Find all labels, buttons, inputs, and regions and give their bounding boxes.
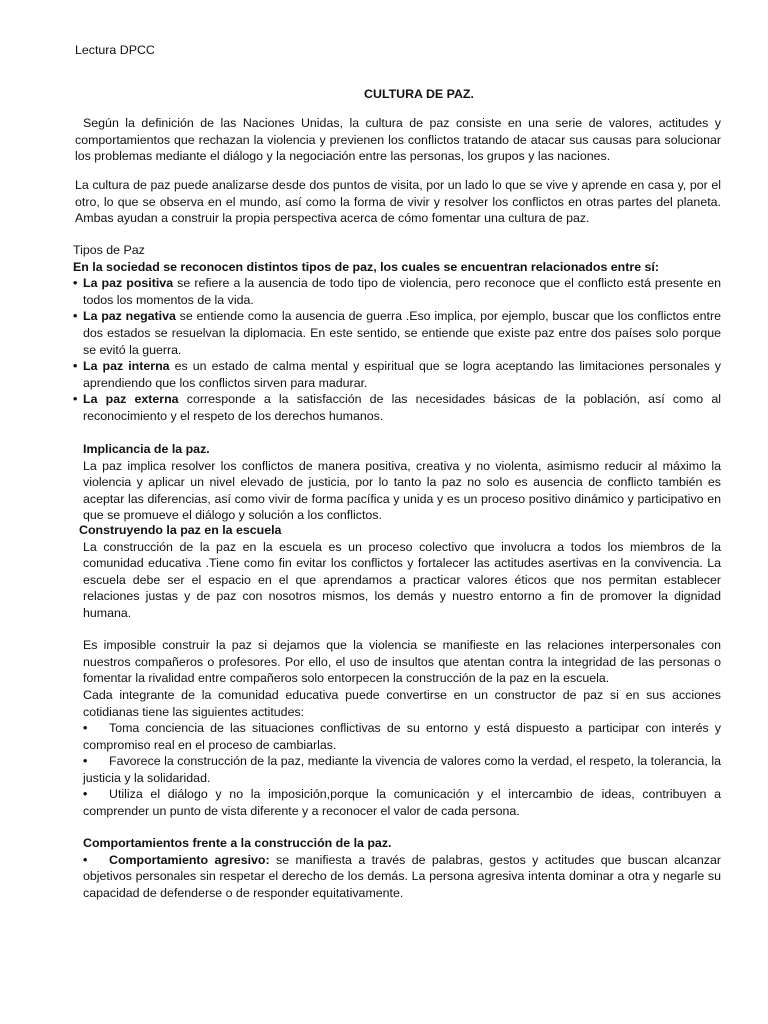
intro-paragraph-2: La cultura de paz puede analizarse desde dos puntos de visita, por un lado lo que se vive y aprende en casa y, por el otro, lo que se observa en el mundo, así como la forma de vivir y resolver los conflictos en otras partes del planeta. Ambas ayudan a construir la propia perspectiva acerca de cómo fomentar una cultura de paz.	[75, 178, 721, 226]
item-term: Comportamiento agresivo:	[109, 852, 270, 867]
tipos-lead: En la sociedad se reconocen distintos tipos de paz, los cuales se encuentran relacionados entre sí:	[73, 259, 659, 274]
list-item	[73, 308, 721, 358]
construyendo-section	[79, 522, 721, 622]
list-item	[73, 275, 721, 308]
implicancia-section	[83, 441, 721, 524]
implicancia-text: La paz implica resolver los conflictos de manera positiva, creativa y no violenta, asimismo reducir al máximo la violencia y aplicar un nivel elevado de justicia, por lo tanto la paz no solo es ausencia de conflicto también es aceptar las diferencias, así como vivir de forma pacífica y unida y es un proceso positivo dinámico y participativo en que se promueve el diálogo y solución a los conflictos.	[83, 458, 721, 523]
list-item	[73, 358, 721, 391]
item-text: se entiende como la ausencia de guerra .Eso implica, por ejemplo, buscar que los conflictos entre dos estados se resuelvan la diplomacia. En este sentido, se entiende que existe paz entre dos países solo porque se evitó la guerra.	[83, 309, 721, 357]
bullet-icon: •	[73, 276, 78, 291]
construyendo-heading: Construyendo la paz en la escuela	[79, 523, 282, 537]
bullet-icon: •	[73, 359, 78, 374]
bullet-icon: •	[83, 852, 88, 867]
implicancia-heading: Implicancia de la paz.	[83, 442, 210, 456]
item-term: La paz externa	[83, 392, 179, 407]
bullet-icon: •	[83, 754, 88, 769]
bullet-icon: •	[73, 392, 78, 407]
item-term: La paz positiva	[83, 276, 174, 291]
comportamientos-section	[83, 835, 721, 901]
comportamientos-heading: Comportamientos frente a la construcción de la paz.	[83, 836, 392, 850]
tipos-section	[73, 242, 721, 425]
document-title: CULTURA DE PAZ.	[364, 87, 474, 101]
actitudes-list	[83, 720, 721, 820]
item-text: corresponde a la satisfacción de las necesidades básicas de la población, así como al reconocimiento y el respeto de los derechos humanos.	[83, 392, 721, 423]
document-header: Lectura DPCC	[75, 43, 155, 57]
construyendo-paragraph-1: La construcción de la paz en la escuela es un proceso colectivo que involucra a todos los miembros de la comunidad educativa .Tiene como fin evitar los conflictos y fortalecer las actitudes asertivas en la convivencia. La escuela debe ser el espacio en el que aprendamos a practicar valores éticos que nos permitan establecer relaciones justas y de paz con nosotros mismos, los demás y nuestro entorno a fin de promover la dignidad humana.	[83, 539, 721, 620]
item-text: se manifiesta a través de palabras, gestos y actitudes que buscan alcanzar objetivos personales sin respetar el derecho de los demás. La persona agresiva intenta dominar a otra y negarle su capacidad de defenderse o de responder equitativamente.	[83, 852, 721, 900]
list-item: • Favorece la construcción de la paz, mediante la vivencia de valores como la verdad, el respeto, la tolerancia, la justicia y la solidaridad.	[83, 754, 721, 785]
item-term: La paz interna	[83, 359, 170, 374]
item-term: La paz negativa	[83, 309, 176, 324]
list-item: • Toma conciencia de las situaciones conflictivas de su entorno y está dispuesto a participar con interés y compromiso real en el proceso de cambiarlas.	[83, 721, 721, 752]
bullet-icon: •	[83, 787, 88, 802]
construyendo-paragraph-2: Es imposible construir la paz si dejamos que la violencia se manifieste en las relaciones interpersonales con nuestros compañeros o profesores. Por ello, el uso de insultos que atentan contra la integridad de las personas o fomentar la rivalidad entre compañeros solo entorpecen la construcción de la paz en la escuela.	[83, 638, 721, 686]
intro-paragraph-1: Según la definición de las Naciones Unidas, la cultura de paz consiste en una serie de valores, actitudes y comportamientos que rechazan la violencia y previenen los conflictos tratando de atacar sus causas para solucionar los problemas mediante el diálogo y la negociación entre las personas, los grupos y las naciones.	[75, 116, 721, 164]
item-text: es un estado de calma mental y espiritual que se logra aceptando las limitaciones personales y aprendiendo que los conflictos sirven para madurar.	[83, 359, 722, 390]
construyendo-paragraph-3: Cada integrante de la comunidad educativa puede convertirse en un constructor de paz si en sus acciones cotidianas tiene las siguientes actitudes:	[83, 688, 721, 719]
item-text: se refiere a la ausencia de todo tipo de violencia, pero reconoce que el conflicto está presente en todos los momentos de la vida.	[83, 276, 721, 307]
bullet-icon: •	[83, 721, 88, 735]
list-item	[73, 391, 721, 424]
bullet-icon: •	[73, 309, 78, 324]
list-item	[83, 852, 721, 902]
tipos-heading: Tipos de Paz	[73, 243, 145, 257]
list-item: • Utiliza el diálogo y no la imposición,porque la comunicación y el intercambio de ideas, contribuyen a comprender un punto de vista diferente y a reconocer el valor de cada persona.	[83, 787, 721, 818]
